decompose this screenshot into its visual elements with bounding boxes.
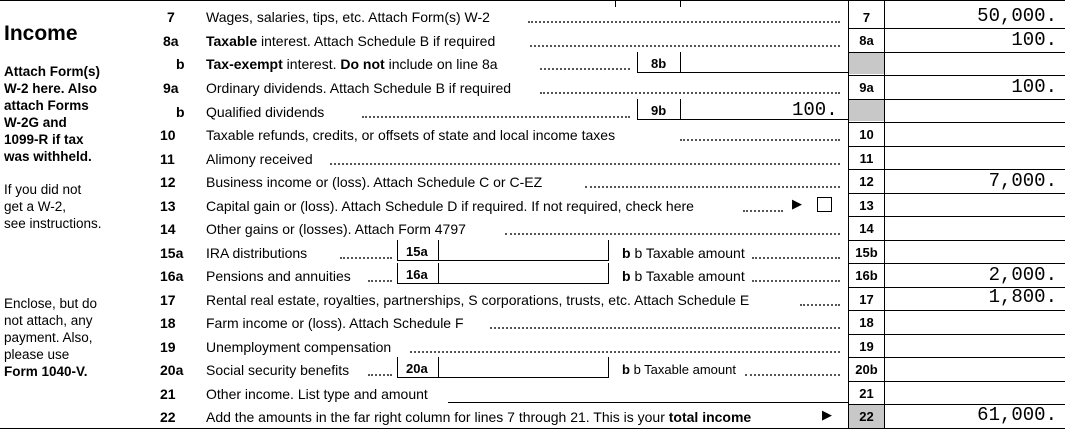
taxable-amount-label: b b Taxable amount — [622, 362, 736, 377]
leader-dots — [540, 67, 630, 70]
line-number: 20a — [160, 362, 184, 378]
line-number: 11 — [160, 151, 175, 167]
box-number: 11 — [859, 151, 874, 166]
line-number: 8a — [163, 33, 179, 49]
input-box-separator — [438, 357, 439, 377]
row-rule — [848, 357, 1065, 358]
line-description: Social security benefits — [206, 362, 350, 378]
attach-note-line: 1099-R if tax — [4, 132, 84, 147]
leader-dots — [505, 232, 840, 235]
line-number: 15a — [160, 245, 184, 261]
input-box[interactable] — [397, 357, 609, 378]
section-title: Income — [4, 22, 78, 45]
line-number: 7 — [167, 9, 175, 25]
box-column-right-rule — [884, 0, 885, 429]
box-number: 9a — [859, 80, 874, 95]
input-box-label: 8b — [651, 56, 667, 71]
amount-field[interactable]: 1,800. — [988, 286, 1057, 308]
input-box-separator — [438, 263, 439, 283]
top-tick — [615, 0, 616, 7]
input-box-separator — [680, 99, 681, 119]
row-rule — [848, 99, 1065, 100]
box-number: 13 — [859, 198, 874, 213]
other-income-entry-line[interactable] — [448, 402, 848, 403]
right-arrow-icon: ▶ — [792, 196, 802, 211]
line-description: Rental real estate, royalties, partnerships, S corporations, trusts, etc. Attach Schedule E — [206, 292, 750, 308]
leader-dots — [680, 138, 840, 141]
box-number: 14 — [859, 221, 874, 236]
box-number: 8a — [859, 33, 874, 48]
row-rule — [848, 310, 1065, 311]
row-rule — [848, 146, 1065, 147]
input-box-label: 15a — [406, 244, 428, 259]
amount-field[interactable]: 2,000. — [988, 264, 1057, 286]
line-number: 10 — [160, 127, 176, 143]
amount-field[interactable]: 7,000. — [988, 170, 1057, 192]
box-number: 7 — [862, 10, 871, 25]
shaded-box — [849, 99, 884, 121]
leader-dots — [745, 373, 840, 376]
taxable-amount-label: b b Taxable amount — [622, 245, 745, 261]
row-rule — [848, 52, 1065, 53]
input-box-separator — [680, 52, 681, 72]
bottom-rule — [0, 428, 1065, 429]
input-box[interactable] — [397, 263, 609, 284]
leader-dots — [752, 279, 840, 282]
amount-field[interactable]: 100. — [1011, 29, 1057, 51]
line-description: Business income or (loss). Attach Schedule C or C-EZ — [206, 174, 543, 190]
leader-dots — [800, 303, 840, 306]
leader-dots — [752, 256, 840, 259]
line-description: Unemployment compensation — [206, 339, 392, 355]
input-box-label: 9b — [651, 103, 667, 118]
enclose-form-name: Form 1040-V. — [4, 364, 88, 379]
line-description: Wages, salaries, tips, etc. Attach Form(s) W-2 — [206, 9, 490, 25]
box-number: 15b — [855, 245, 878, 260]
line-description: Farm income or (loss). Attach Schedule F — [206, 315, 464, 331]
attach-note-line: attach Forms — [4, 98, 89, 113]
enclose-note-line: payment. Also, — [4, 330, 93, 345]
enclose-note-line: not attach, any — [4, 313, 93, 328]
line-description: Alimony received — [206, 151, 313, 167]
row-rule — [848, 122, 1065, 123]
row-rule — [848, 193, 1065, 194]
line-number: 22 — [160, 409, 176, 425]
leader-dots — [340, 256, 392, 259]
line-number: 16a — [160, 268, 184, 284]
w2-note-line: get a W-2, — [4, 199, 67, 214]
attach-note-line: W-2G and — [4, 115, 67, 130]
line-description: Taxable interest. Attach Schedule B if required — [206, 33, 496, 49]
box-number: 22 — [859, 409, 874, 424]
row-rule — [848, 240, 1065, 241]
line-number: 13 — [160, 198, 176, 214]
line-number: b — [176, 56, 185, 72]
row-rule — [848, 381, 1065, 382]
amount-field[interactable]: 50,000. — [977, 5, 1057, 27]
line-number: 12 — [160, 174, 176, 190]
w2-note-line: If you did not — [4, 182, 82, 197]
line-description: Ordinary dividends. Attach Schedule B if required — [206, 80, 512, 96]
line-description: IRA distributions — [206, 245, 308, 261]
box-number: 21 — [859, 386, 874, 401]
amount-field[interactable]: 100. — [1011, 76, 1057, 98]
leader-dots — [540, 91, 840, 94]
box-number: 19 — [859, 339, 874, 354]
line-description: Tax-exempt interest. Do not include on line 8a — [206, 56, 498, 72]
line-number: 14 — [160, 221, 176, 237]
box-number: 18 — [859, 315, 874, 330]
line-number: 21 — [160, 386, 176, 402]
row-rule — [848, 334, 1065, 335]
box-number: 16b — [855, 268, 878, 283]
line-number: 9a — [163, 80, 179, 96]
attach-note-line: Attach Form(s) — [4, 64, 101, 79]
right-arrow-icon: ▶ — [822, 407, 832, 422]
box-number: 20b — [855, 362, 878, 377]
line-description: Pensions and annuities — [206, 268, 351, 284]
input-box-label: 16a — [406, 267, 428, 282]
line-description: Other income. List type and amount — [206, 386, 428, 402]
box-number: 10 — [859, 127, 874, 142]
line-number: 17 — [160, 292, 176, 308]
box-number: 17 — [859, 292, 874, 307]
enclose-note-line: Enclose, but do — [4, 296, 98, 311]
leader-dots — [368, 279, 392, 282]
input-box[interactable] — [397, 240, 609, 261]
line-number: b — [176, 104, 185, 120]
leader-dots — [585, 185, 840, 188]
line-number: 19 — [160, 339, 176, 355]
leader-dots — [530, 44, 840, 47]
enclose-note-line: please use — [4, 347, 70, 362]
capital-gain-checkbox[interactable] — [817, 197, 832, 212]
attach-note-line: was withheld. — [4, 149, 92, 164]
line-description: Taxable refunds, credits, or offsets of state and local income taxes — [206, 127, 616, 143]
leader-dots — [490, 326, 840, 329]
leader-dots — [368, 373, 392, 376]
line-number: 18 — [160, 315, 176, 331]
input-box-amount[interactable]: 100. — [792, 99, 838, 121]
leader-dots — [362, 115, 630, 118]
input-box[interactable] — [637, 52, 849, 73]
leader-dots — [330, 162, 840, 165]
input-box-separator — [438, 240, 439, 260]
attach-note-line: W-2 here. Also — [4, 81, 97, 96]
row-rule — [848, 216, 1065, 217]
top-rule — [0, 0, 1065, 1]
shaded-box — [849, 52, 884, 74]
line-description: Add the amounts in the far right column for lines 7 through 21. This is your total income — [206, 409, 752, 425]
leader-dots — [410, 350, 840, 353]
line-description: Qualified dividends — [206, 104, 325, 120]
box-number: 12 — [859, 174, 874, 189]
taxable-amount-label: b b Taxable amount — [622, 268, 745, 284]
amount-field[interactable]: 61,000. — [977, 404, 1057, 426]
top-tick — [680, 0, 681, 7]
leader-dots — [528, 20, 840, 23]
leader-dots — [743, 209, 783, 212]
w2-note-line: see instructions. — [4, 216, 102, 231]
line-description: Other gains or (losses). Attach Form 4797 — [206, 221, 466, 237]
line-description: Capital gain or (loss). Attach Schedule D if required. If not required, check here — [206, 198, 694, 214]
input-box-label: 20a — [406, 361, 428, 376]
